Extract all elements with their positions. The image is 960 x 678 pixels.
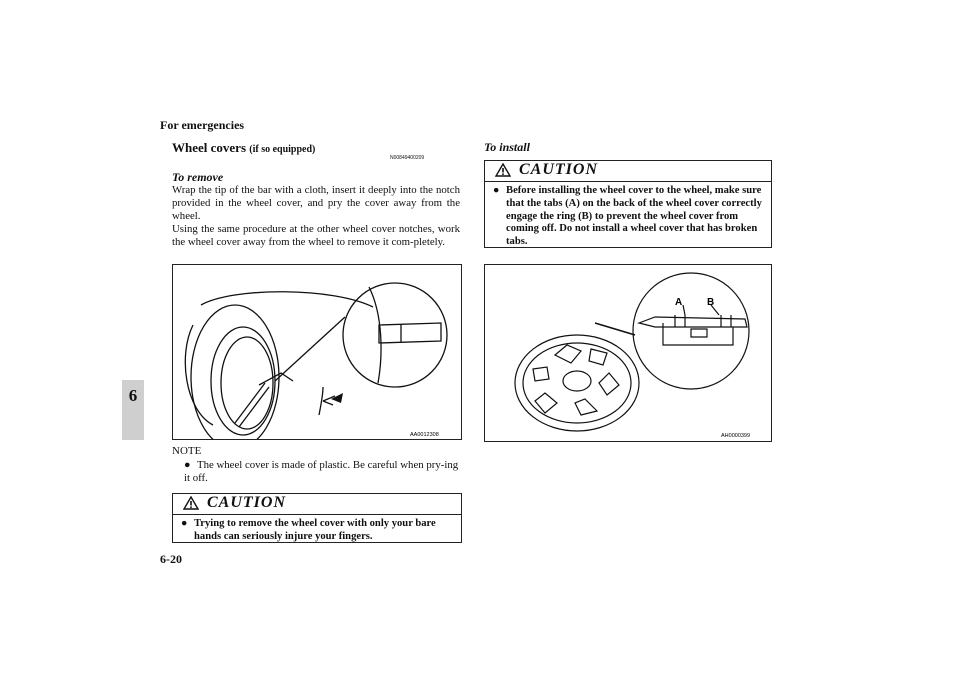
remove-paragraph-1: Wrap the tip of the bar with a cloth, insert it deeply into the notch provided in the wheel cover, and pry the cover away from the wheel. [172,184,460,222]
wheel-cover-illustration [485,265,772,442]
warning-triangle-icon [495,163,511,177]
warning-triangle-icon [183,496,199,510]
chapter-number: 6 [128,386,138,405]
caution-header [173,494,461,515]
caution-box-install [484,160,772,248]
section-header: For emergencies [160,118,245,132]
figure-install-wheel-cover [484,264,772,442]
note-item [184,459,462,485]
caution-header [485,161,771,182]
page-title [172,140,315,156]
figure2-code: AH0000399 [721,433,751,439]
page-number: 6-20 [160,552,182,566]
figure2-label-b: B [707,297,715,308]
caution-text: Trying to remove the wheel cover with only your bare hands can seriously injure your fingers. [194,518,436,542]
caution-body [173,515,461,544]
caution-bullet: ● [493,185,500,196]
title-suffix: (if so equipped) [249,144,316,155]
remove-heading: To remove [172,170,224,184]
caution-body [485,182,771,249]
remove-body [172,184,460,249]
title-text: Wheel covers [172,140,247,155]
note-label: NOTE [172,445,202,457]
title-code: N00849400209 [390,155,425,161]
caution-bullet: ● [181,518,188,529]
figure2-label-a: A [675,297,683,308]
note-text: The wheel cover is made of plastic. Be careful when pry-ing it off. [184,459,459,484]
note-bullet: ● [184,459,191,471]
figure-remove-wheel-cover [172,264,462,440]
caution-title: CAUTION [519,161,599,178]
figure1-code: AA0012308 [410,432,439,438]
remove-paragraph-2: Using the same procedure at the other wheel cover notches, work the wheel cover away from the wheel to remove it com-pletely. [172,223,460,248]
tire-pry-illustration [173,265,462,440]
caution-box-remove [172,493,462,543]
caution-title: CAUTION [207,494,287,511]
install-heading: To install [484,140,530,154]
caution-text: Before installing the wheel cover to the wheel, make sure that the tabs (A) on the back of the wheel cover correctly engage the ring (B) to prevent the wheel cover from coming off. Do not install a wheel cover that has broken tabs. [506,185,762,248]
